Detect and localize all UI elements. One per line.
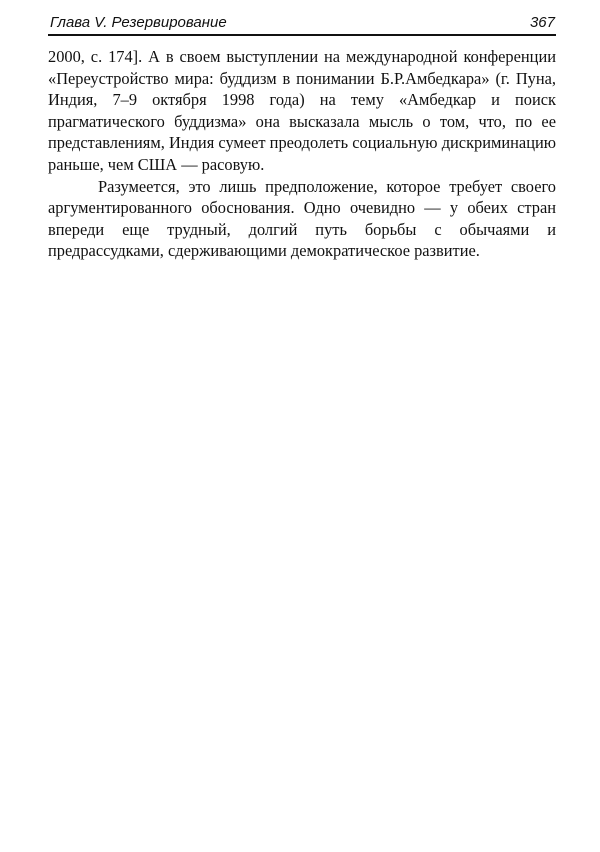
page-number: 367 bbox=[529, 14, 555, 31]
paragraph: 2000, с. 174]. А в своем выступлении на международной конференции «Переустройство мира: буддизм в понимании Б.Р.Амбедкара» (г. Пуна, Индия, 7–9 октября 1998 года) на тему «Амбедкар и поиск прагматического буддизма» она высказала мысль о том, что, по ее представлениям, Индия сумеет преодолеть социальную дискриминацию раньше, чем США — расовую. bbox=[48, 47, 556, 174]
paragraph: Разумеется, это лишь предположение, которое требует своего аргументированного обоснования. Одно очевидно — у обеих стран впереди еще трудный, долгий путь борьбы с обычаями и предрассудками, сдерживающими демократическое развитие. bbox=[48, 176, 556, 261]
running-header bbox=[48, 14, 556, 36]
chapter-title: Глава V. Резервирование bbox=[50, 14, 227, 31]
body-text bbox=[48, 46, 556, 262]
book-page bbox=[48, 14, 556, 262]
